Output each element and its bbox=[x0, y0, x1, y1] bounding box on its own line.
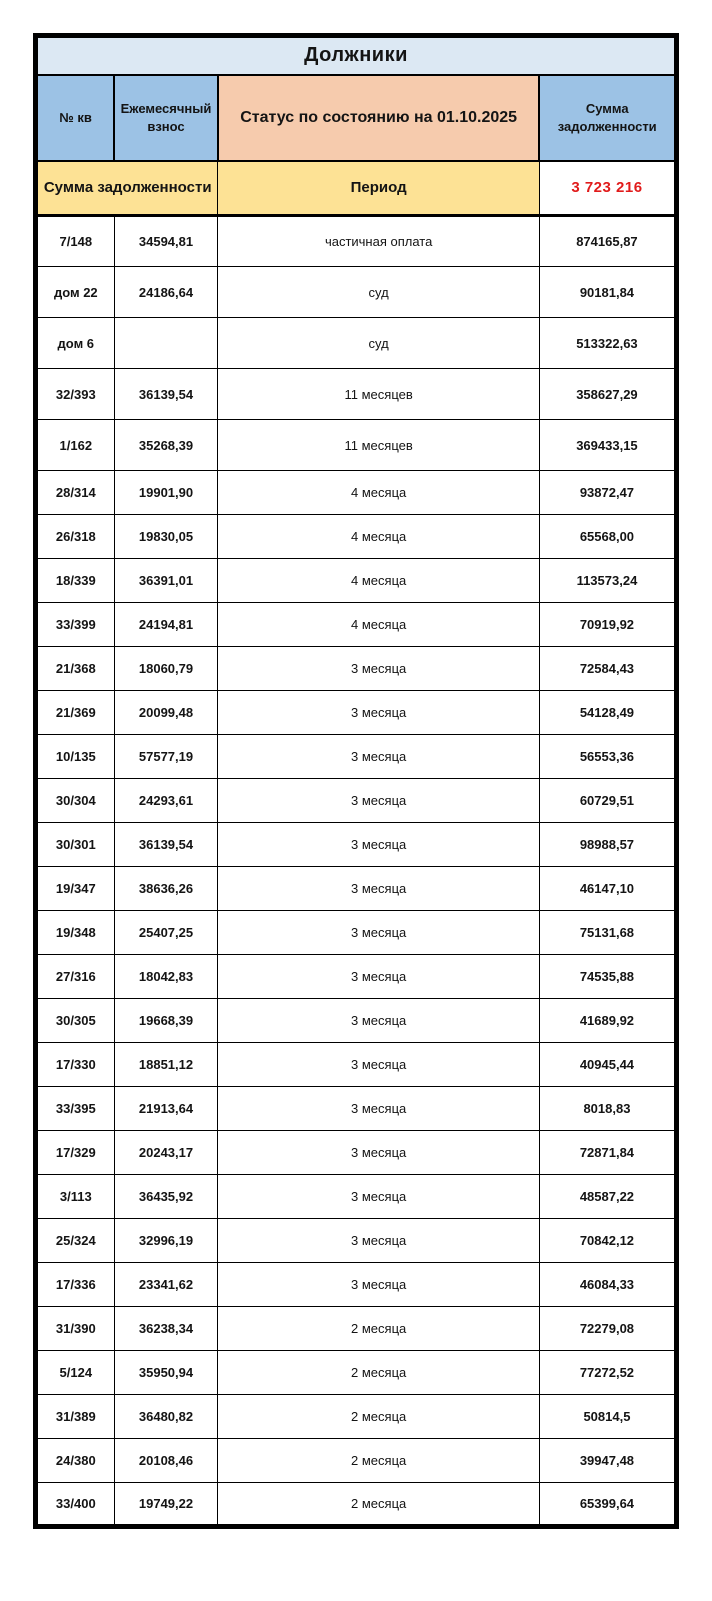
fee-cell: 24186,64 bbox=[114, 267, 218, 318]
debt-cell: 74535,88 bbox=[539, 955, 676, 999]
table-row bbox=[36, 955, 677, 999]
apartment-cell: 7/148 bbox=[36, 216, 115, 267]
fee-cell: 19668,39 bbox=[114, 999, 218, 1043]
debt-cell: 39947,48 bbox=[539, 1439, 676, 1483]
fee-cell: 23341,62 bbox=[114, 1263, 218, 1307]
apartment-cell: 19/347 bbox=[36, 867, 115, 911]
status-cell: 3 месяца bbox=[218, 867, 539, 911]
fee-cell: 19749,22 bbox=[114, 1483, 218, 1527]
status-cell: 3 месяца bbox=[218, 691, 539, 735]
table-row bbox=[36, 1351, 677, 1395]
apartment-cell: 33/395 bbox=[36, 1087, 115, 1131]
status-cell: 3 месяца bbox=[218, 911, 539, 955]
debt-cell: 72871,84 bbox=[539, 1131, 676, 1175]
table-row bbox=[36, 1219, 677, 1263]
apartment-cell: 33/399 bbox=[36, 603, 115, 647]
table-row bbox=[36, 471, 677, 515]
apartment-cell: 3/113 bbox=[36, 1175, 115, 1219]
apartment-cell: 18/339 bbox=[36, 559, 115, 603]
apartment-cell: 30/301 bbox=[36, 823, 115, 867]
col-header-debt: Сумма задолженности bbox=[539, 75, 676, 161]
status-cell: 4 месяца bbox=[218, 515, 539, 559]
apartment-cell: 21/368 bbox=[36, 647, 115, 691]
fee-cell: 36391,01 bbox=[114, 559, 218, 603]
status-cell: 2 месяца bbox=[218, 1351, 539, 1395]
apartment-cell: 26/318 bbox=[36, 515, 115, 559]
debt-cell: 90181,84 bbox=[539, 267, 676, 318]
debt-cell: 65399,64 bbox=[539, 1483, 676, 1527]
apartment-cell: дом 22 bbox=[36, 267, 115, 318]
status-cell: 4 месяца bbox=[218, 559, 539, 603]
debt-cell: 50814,5 bbox=[539, 1395, 676, 1439]
apartment-cell: 21/369 bbox=[36, 691, 115, 735]
status-cell: 3 месяца bbox=[218, 823, 539, 867]
status-cell: 2 месяца bbox=[218, 1483, 539, 1527]
fee-cell: 36139,54 bbox=[114, 369, 218, 420]
apartment-cell: 31/389 bbox=[36, 1395, 115, 1439]
debt-cell: 8018,83 bbox=[539, 1087, 676, 1131]
debt-cell: 77272,52 bbox=[539, 1351, 676, 1395]
table-body bbox=[36, 216, 677, 1527]
status-cell: 11 месяцев bbox=[218, 420, 539, 471]
table-row bbox=[36, 420, 677, 471]
status-cell: 3 месяца bbox=[218, 1175, 539, 1219]
status-cell: 3 месяца bbox=[218, 1219, 539, 1263]
debt-cell: 46084,33 bbox=[539, 1263, 676, 1307]
fee-cell: 38636,26 bbox=[114, 867, 218, 911]
status-cell: 3 месяца bbox=[218, 999, 539, 1043]
debt-cell: 70919,92 bbox=[539, 603, 676, 647]
fee-cell: 35950,94 bbox=[114, 1351, 218, 1395]
status-cell: 4 месяца bbox=[218, 471, 539, 515]
apartment-cell: 5/124 bbox=[36, 1351, 115, 1395]
table-title: Должники bbox=[36, 36, 677, 75]
summary-period-label: Период bbox=[218, 161, 539, 216]
table-row bbox=[36, 1395, 677, 1439]
status-cell: 3 месяца bbox=[218, 1087, 539, 1131]
fee-cell: 19901,90 bbox=[114, 471, 218, 515]
summary-total-value: 3 723 216 bbox=[539, 161, 676, 216]
fee-cell: 18851,12 bbox=[114, 1043, 218, 1087]
summary-label: Сумма задолженности bbox=[36, 161, 218, 216]
debt-cell: 98988,57 bbox=[539, 823, 676, 867]
debtors-table bbox=[33, 33, 679, 1529]
table-row bbox=[36, 779, 677, 823]
fee-cell bbox=[114, 318, 218, 369]
fee-cell: 19830,05 bbox=[114, 515, 218, 559]
fee-cell: 24194,81 bbox=[114, 603, 218, 647]
debt-cell: 60729,51 bbox=[539, 779, 676, 823]
col-header-fee: Ежемесячный взнос bbox=[114, 75, 218, 161]
status-cell: 2 месяца bbox=[218, 1439, 539, 1483]
header-row bbox=[36, 75, 677, 161]
apartment-cell: 17/329 bbox=[36, 1131, 115, 1175]
debt-cell: 72279,08 bbox=[539, 1307, 676, 1351]
fee-cell: 20243,17 bbox=[114, 1131, 218, 1175]
status-cell: 3 месяца bbox=[218, 1131, 539, 1175]
debt-cell: 48587,22 bbox=[539, 1175, 676, 1219]
status-cell: 3 месяца bbox=[218, 1263, 539, 1307]
fee-cell: 36139,54 bbox=[114, 823, 218, 867]
status-cell: частичная оплата bbox=[218, 216, 539, 267]
fee-cell: 25407,25 bbox=[114, 911, 218, 955]
fee-cell: 20108,46 bbox=[114, 1439, 218, 1483]
table-row bbox=[36, 1307, 677, 1351]
table-row bbox=[36, 603, 677, 647]
table-row bbox=[36, 999, 677, 1043]
table-row bbox=[36, 1087, 677, 1131]
debt-cell: 65568,00 bbox=[539, 515, 676, 559]
debt-cell: 93872,47 bbox=[539, 471, 676, 515]
status-cell: 3 месяца bbox=[218, 735, 539, 779]
table-row bbox=[36, 691, 677, 735]
table-row bbox=[36, 1439, 677, 1483]
apartment-cell: 32/393 bbox=[36, 369, 115, 420]
table-row bbox=[36, 647, 677, 691]
apartment-cell: 30/305 bbox=[36, 999, 115, 1043]
apartment-cell: 31/390 bbox=[36, 1307, 115, 1351]
status-cell: 11 месяцев bbox=[218, 369, 539, 420]
table-row bbox=[36, 216, 677, 267]
debt-cell: 70842,12 bbox=[539, 1219, 676, 1263]
table-row bbox=[36, 1483, 677, 1527]
debt-cell: 40945,44 bbox=[539, 1043, 676, 1087]
apartment-cell: 27/316 bbox=[36, 955, 115, 999]
table-row bbox=[36, 1263, 677, 1307]
status-cell: суд bbox=[218, 318, 539, 369]
fee-cell: 18060,79 bbox=[114, 647, 218, 691]
apartment-cell: 17/330 bbox=[36, 1043, 115, 1087]
debt-cell: 113573,24 bbox=[539, 559, 676, 603]
status-cell: 3 месяца bbox=[218, 779, 539, 823]
table-row bbox=[36, 318, 677, 369]
status-cell: суд bbox=[218, 267, 539, 318]
table-row bbox=[36, 1175, 677, 1219]
debt-cell: 369433,15 bbox=[539, 420, 676, 471]
fee-cell: 34594,81 bbox=[114, 216, 218, 267]
fee-cell: 18042,83 bbox=[114, 955, 218, 999]
apartment-cell: 19/348 bbox=[36, 911, 115, 955]
fee-cell: 36435,92 bbox=[114, 1175, 218, 1219]
status-cell: 4 месяца bbox=[218, 603, 539, 647]
debt-cell: 874165,87 bbox=[539, 216, 676, 267]
table-row bbox=[36, 1043, 677, 1087]
table-row bbox=[36, 515, 677, 559]
status-cell: 2 месяца bbox=[218, 1307, 539, 1351]
table-row bbox=[36, 1131, 677, 1175]
apartment-cell: 33/400 bbox=[36, 1483, 115, 1527]
fee-cell: 57577,19 bbox=[114, 735, 218, 779]
table-row bbox=[36, 735, 677, 779]
col-header-status: Статус по состоянию на 01.10.2025 bbox=[218, 75, 539, 161]
debt-cell: 72584,43 bbox=[539, 647, 676, 691]
debt-cell: 56553,36 bbox=[539, 735, 676, 779]
fee-cell: 24293,61 bbox=[114, 779, 218, 823]
col-header-apartment: № кв bbox=[36, 75, 115, 161]
debt-cell: 41689,92 bbox=[539, 999, 676, 1043]
debt-cell: 358627,29 bbox=[539, 369, 676, 420]
debt-cell: 46147,10 bbox=[539, 867, 676, 911]
debt-cell: 54128,49 bbox=[539, 691, 676, 735]
status-cell: 3 месяца bbox=[218, 1043, 539, 1087]
apartment-cell: 17/336 bbox=[36, 1263, 115, 1307]
fee-cell: 21913,64 bbox=[114, 1087, 218, 1131]
apartment-cell: 25/324 bbox=[36, 1219, 115, 1263]
apartment-cell: 10/135 bbox=[36, 735, 115, 779]
status-cell: 3 месяца bbox=[218, 955, 539, 999]
table-row bbox=[36, 559, 677, 603]
apartment-cell: 28/314 bbox=[36, 471, 115, 515]
table-row bbox=[36, 911, 677, 955]
status-cell: 2 месяца bbox=[218, 1395, 539, 1439]
apartment-cell: 24/380 bbox=[36, 1439, 115, 1483]
apartment-cell: 30/304 bbox=[36, 779, 115, 823]
title-row bbox=[36, 36, 677, 75]
debt-cell: 513322,63 bbox=[539, 318, 676, 369]
table-row bbox=[36, 823, 677, 867]
fee-cell: 36238,34 bbox=[114, 1307, 218, 1351]
table-row bbox=[36, 369, 677, 420]
apartment-cell: дом 6 bbox=[36, 318, 115, 369]
debt-cell: 75131,68 bbox=[539, 911, 676, 955]
table-row bbox=[36, 867, 677, 911]
table-row bbox=[36, 267, 677, 318]
status-cell: 3 месяца bbox=[218, 647, 539, 691]
fee-cell: 20099,48 bbox=[114, 691, 218, 735]
fee-cell: 35268,39 bbox=[114, 420, 218, 471]
fee-cell: 36480,82 bbox=[114, 1395, 218, 1439]
fee-cell: 32996,19 bbox=[114, 1219, 218, 1263]
summary-row bbox=[36, 161, 677, 216]
apartment-cell: 1/162 bbox=[36, 420, 115, 471]
